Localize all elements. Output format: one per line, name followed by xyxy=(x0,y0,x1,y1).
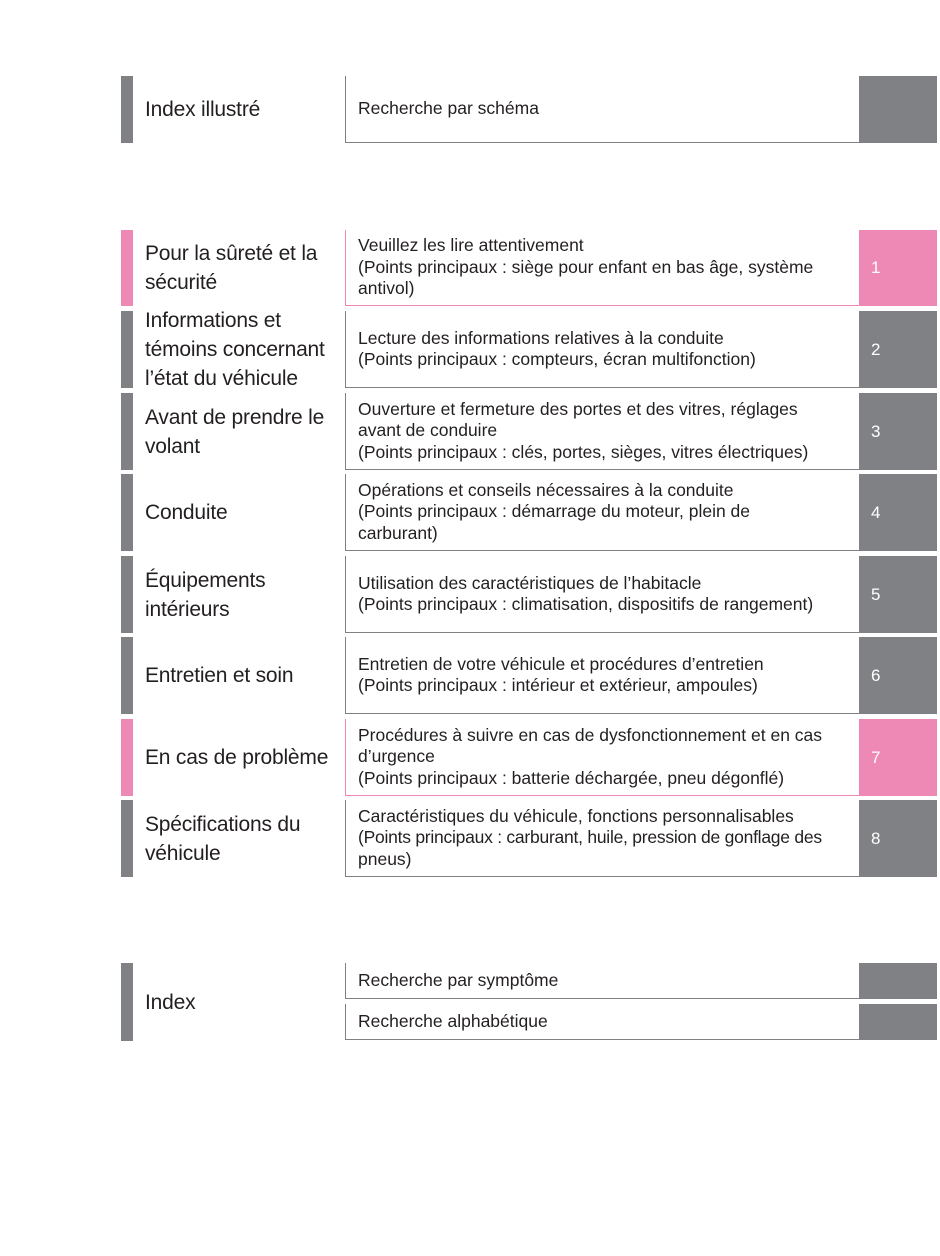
chapter-title-line: Équipements xyxy=(145,568,266,592)
chapter-row-7[interactable] xyxy=(121,719,937,796)
chapter-description-line: avant de conduire xyxy=(358,420,498,441)
chapter-row-5[interactable] xyxy=(121,556,937,633)
chapter-description-line: Ouverture et fermeture des portes et des vitres, réglages xyxy=(358,398,798,419)
chapter-number: 4 xyxy=(871,502,881,522)
chapter-description-line: Entretien de votre véhicule et procédures d’entretien xyxy=(358,653,764,674)
chapter-number: 3 xyxy=(871,421,881,441)
chapter-sidebar-bar xyxy=(121,393,133,470)
chapter-row-3[interactable] xyxy=(121,393,937,470)
chapter-description-line: Veuillez les lire attentivement xyxy=(358,235,584,256)
chapter-description-line: (Points principaux : clés, portes, sièges, vitres électriques) xyxy=(358,441,809,462)
chapter-title xyxy=(145,474,345,551)
chapter-description xyxy=(345,474,859,551)
chapter-title xyxy=(145,556,345,633)
chapter-tab-3[interactable] xyxy=(859,393,937,470)
chapter-description xyxy=(345,311,859,388)
illustrated-index-title: Index illustré xyxy=(145,98,261,121)
chapter-tab-7[interactable] xyxy=(859,719,937,796)
chapter-title xyxy=(145,311,345,388)
chapter-description-line: (Points principaux : intérieur et extérieur, ampoules) xyxy=(358,675,758,695)
index-group xyxy=(121,963,937,1041)
chapter-title-line: Informations et xyxy=(145,309,281,332)
chapter-title xyxy=(145,393,345,470)
chapter-sidebar-bar xyxy=(121,311,133,388)
chapter-description-line: Utilisation des caractéristiques de l’habitacle xyxy=(358,572,702,593)
index-item-alphabetical[interactable] xyxy=(345,1004,859,1040)
chapter-description xyxy=(345,230,859,306)
chapter-description-line: antivol) xyxy=(358,278,415,299)
chapter-title-line: véhicule xyxy=(145,841,221,865)
chapter-description-line: Opérations et conseils nécessaires à la conduite xyxy=(358,479,734,500)
chapter-number: 1 xyxy=(871,258,881,277)
chapter-sidebar-bar xyxy=(121,230,133,306)
chapter-description-line: (Points principaux : climatisation, dispositifs de rangement) xyxy=(358,594,814,614)
chapter-title xyxy=(145,719,345,796)
chapter-title-line: Pour la sûreté et la xyxy=(145,242,318,265)
illustrated-index-description xyxy=(345,76,859,143)
chapter-description xyxy=(345,393,859,470)
chapter-sidebar-bar xyxy=(121,474,133,551)
chapter-title xyxy=(145,800,345,877)
chapter-title-line: intérieurs xyxy=(145,597,230,621)
chapter-description-line: (Points principaux : compteurs, écran multifonction) xyxy=(358,349,756,369)
chapter-title-line: sécurité xyxy=(145,271,217,294)
index-item-symptom[interactable] xyxy=(345,963,859,999)
chapter-description xyxy=(345,719,859,796)
chapter-row-4[interactable] xyxy=(121,474,937,551)
chapter-description-line: (Points principaux : démarrage du moteur, plein de xyxy=(358,501,751,522)
chapter-description-line: Caractéristiques du véhicule, fonctions personnalisables xyxy=(358,805,794,826)
chapter-title-line: témoins concernant xyxy=(145,338,325,361)
index-item-label: Recherche alphabétique xyxy=(358,1011,548,1031)
index-title: Index xyxy=(145,990,196,1014)
chapter-description-line: d’urgence xyxy=(358,746,435,767)
chapter-description-line: Lecture des informations relatives à la conduite xyxy=(358,327,724,348)
chapter-description xyxy=(345,637,859,714)
chapter-row-8[interactable] xyxy=(121,800,937,877)
illustrated-index-tab[interactable] xyxy=(859,76,937,143)
chapter-tab-4[interactable] xyxy=(859,474,937,551)
chapter-number: 7 xyxy=(871,747,881,767)
chapter-title xyxy=(145,637,345,714)
chapter-title-line: Avant de prendre le xyxy=(145,405,325,429)
chapter-description-line: carburant) xyxy=(358,522,438,543)
chapter-description-line: pneus) xyxy=(358,848,412,869)
chapter-sidebar-bar xyxy=(121,637,133,714)
chapter-sidebar-bar xyxy=(121,719,133,796)
chapter-title-line: En cas de problème xyxy=(145,746,329,769)
chapter-sidebar-bar xyxy=(121,800,133,877)
chapter-tab-6[interactable] xyxy=(859,637,937,714)
chapter-title-line: volant xyxy=(145,434,200,458)
chapter-number: 8 xyxy=(871,828,881,848)
chapter-description-line: (Points principaux : carburant, huile, pression de gonflage des xyxy=(358,827,822,848)
illustrated-index-description-text: Recherche par schéma xyxy=(358,98,539,119)
index-item-alphabetical-tab[interactable] xyxy=(859,1004,937,1040)
chapter-row-1[interactable] xyxy=(121,230,937,306)
chapter-title-line: Entretien et soin xyxy=(145,664,294,687)
chapter-row-2[interactable] xyxy=(121,311,937,388)
chapter-description-line: (Points principaux : batterie déchargée, pneu dégonflé) xyxy=(358,767,785,788)
chapter-title-line: Conduite xyxy=(145,501,228,524)
illustrated-index-sidebar-bar xyxy=(121,76,133,143)
illustrated-index-row[interactable] xyxy=(121,76,937,143)
chapter-tab-5[interactable] xyxy=(859,556,937,633)
chapter-description-line: (Points principaux : siège pour enfant en bas âge, système xyxy=(358,256,814,277)
index-item-symptom-tab[interactable] xyxy=(859,963,937,999)
chapter-number: 6 xyxy=(871,665,881,685)
chapter-title-line: Spécifications du xyxy=(145,812,301,836)
chapter-number: 5 xyxy=(871,584,881,604)
chapter-title-line: l’état du véhicule xyxy=(145,367,298,390)
index-item-label: Recherche par symptôme xyxy=(358,970,559,990)
chapter-number: 2 xyxy=(871,339,881,359)
chapter-tab-8[interactable] xyxy=(859,800,937,877)
chapter-tab-1[interactable] xyxy=(859,230,937,306)
chapter-row-6[interactable] xyxy=(121,637,937,714)
chapter-description-line: Procédures à suivre en cas de dysfonctionnement et en cas xyxy=(358,724,823,745)
chapter-description xyxy=(345,556,859,633)
chapter-tab-2[interactable] xyxy=(859,311,937,388)
chapter-title xyxy=(145,230,345,306)
chapter-description xyxy=(345,800,859,877)
chapter-sidebar-bar xyxy=(121,556,133,633)
index-sidebar-bar xyxy=(121,963,133,1041)
